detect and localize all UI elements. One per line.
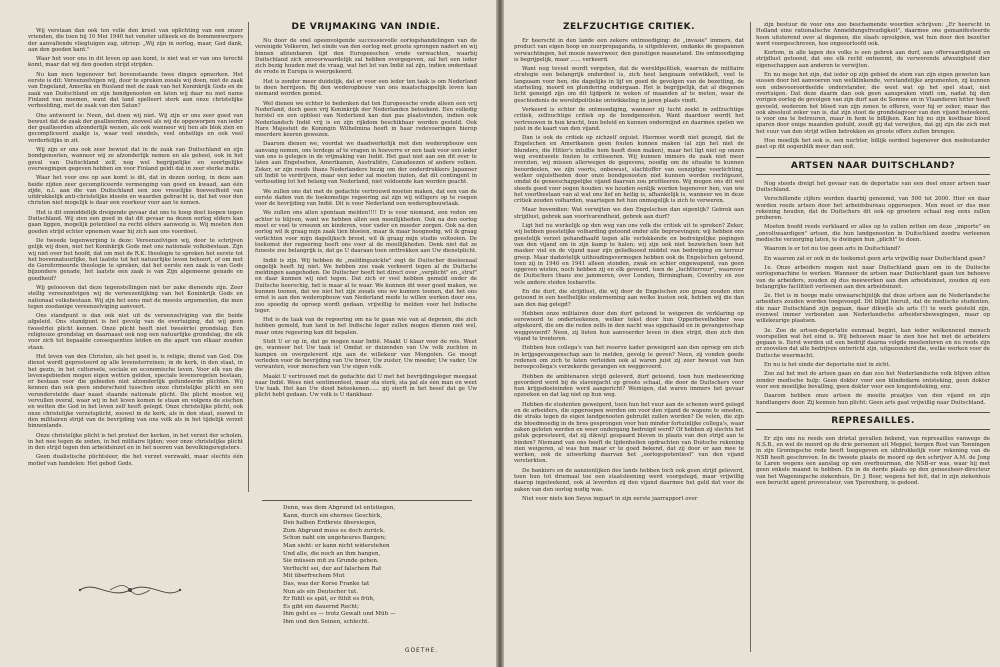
paragraph: Er zijn ons nu reeds een drietal gevallen bekend, van represailles vanwege de N.S.B., en wel de moord op de drie personen uit Meppel, bergen Rost van Tonningen in zijn Groningsche rede heeft toegegeven en uitdrukkelijk voor rekening van de NSB heeft geschreven. In de tweede plaats de moord op den schrijver A.M. de Jong te Laren wegens een aanslag op een overbuurman, die NSB-er was, waar hij met geen enkele maand te hebben. En in de derde plaats op den geneesheer-directeur van het Wageningsche ziekenhuis, Dr. J. Boer, wegens het feit, dat in zijn ziekenhuis een berucht agent provocateur, van Yperenburg, is gedood.	[756, 435, 990, 486]
poem-author: GOETHE.	[405, 648, 439, 654]
paragraph: Hebben onze militairen door den durf getoond te weigeren de verklaring op eerewoord te onderteekenen, welker tekst door hun Opperbevelhebber was afgekeurd, die om die reden zelfs in den nacht was opgehaald en in gevangenschap weggevoerd? Neen, zij lieten hun aanvoerder leven in dien strijd, dien zich den vijand te tronteren.	[514, 310, 744, 343]
article-headline-represailles: REPRESAILLES.	[831, 415, 915, 426]
paragraph: En die durf, die strijdlust, die wij door de Engelschen zoo graag zouden zien getoond in een heelhelijke onderneming aan welke kusten ook, hebben wij die dan aan den dag gelegd?	[514, 288, 744, 308]
paragraph: En waarom zal er ook in de toekomst geen arts vrijwillig naar Duitschland gaan?	[764, 255, 986, 262]
article-headline-vrijmaking: DE VRIJMAKING VAN INDIË.	[291, 22, 441, 32]
paragraph: We zullen ons dat met de gedachte vertrouwd moeten maken, dat een van de eerste daden van de toekomstige regeering zal zijn wij willigers op te roepen voor de bevrijding van Indië. Dit is voor Nederland een wederopbouwtaak.	[255, 188, 477, 208]
poem-line: Verflucht sei, der auf falschem Rat	[283, 565, 382, 572]
article-headline-critiek: ZELFZUCHTIGE CRITIEK.	[562, 22, 696, 32]
paragraph: Waar het voor ons op aan komt is dit, dat in dezen oorlog, in deze aan beide zijden zeer gecompliceerde vermenging van goed en kwaad, aan één zijde, n.l. aan die van Duitschland een zoo vreselijke hoeveelheid van uitdrukkelijk anti-christelijke ideeën en waarden gebracht is, dat het voor den christen niet mogelijk is daar een voorkeur voor aan te nemen.	[28, 175, 243, 207]
paragraph: Daarom dienen we, voordat we daadwerkelijk met den wederopbouw een aanvang nemen, ons terdege af te vragen in hoeverre er een taak voor een ieder van ons is gelegen in de vrijmaking van Indië. Het gaat niet aan om dit over te laten aan Engelsehen, Amerikanen, Australiërs, Canadeezen of andere volken. Zeker, er zijn reeds thans Nederlanders bezig om der onderdrukkers Japanner uit Indië te verdrijven, maar een ieder zal moeten inzien, dat dit contingent in verhouding tot het belang van Nederland, niet voldoende kan worden geacht.	[255, 141, 477, 186]
poem-line: Zum Abgrund muss es doch zurück.	[283, 527, 385, 534]
paragraph: Kortom, in alle lagen des volks is een gebrek aan durf, aan offervaardigheid en strijdlust getoond, dat ons elk recht ontneemt, de verwerende afwezigheid dier eigenschappen aan anderen te verwijten.	[756, 50, 990, 69]
paragraph: Waar het voor ons in dit leven op aan komt, is niet wat er van ons terecht komt, maar dat wij den goeden strijd strijden.	[28, 56, 243, 69]
poem-line: Er fühlt es spät, er fühlt es früh,	[283, 596, 375, 603]
paragraph: Nu door de snel opeenvolgende successievolle oorlogshandelingen van de verenigde Volkeren, het einde van den oorlog met groote sprongen nadert en wij binnen afzienbaren tijd den Europeeschen vrede verwachten, waarbij Duitschland zich onvoorwaardelijk zal hebben overgegeven, zal het een ieder zich bezig houden met de vraag, wat het lot van Indië zal zijn, indien onderdaad de vrede in Europa is weergekeerd.	[255, 38, 477, 76]
left-column-1	[28, 28, 243, 648]
poem-line: Schon naht ein ungeheures Bangen;	[283, 535, 387, 542]
paragraph: Onze christelijke plicht is het protest der kerken, in het verzet der scholen, in het nee tegen de zeden, in het militaire lijden; voor onze christelijke plicht in den strijd tegen den arbeidsinzet en in het nooren van bevolkingsregisters.	[28, 432, 243, 452]
left-page	[0, 0, 496, 667]
paragraph: Ons standpunt is dan ook niet uit de vereenzelviging van die beide afgeleid. Ons standpunt is het gevolg van de overtuiging, dat wij geen tweeërlei plicht kennen. Onze plicht heeft niet tweeërlei grondslag. Een religieuze grondslag en daarnaast ook nog een natuurlijke grondslag, die elk voor zich tot bepaalde consequenties leiden en die apart van elkaar zouden staan.	[28, 313, 243, 351]
paragraph: Hoe moeilijk het ook is, een nuchter, billijk oordeel tegenover den medestander past op dit oogenblik meer dan ooit.	[756, 138, 990, 151]
paragraph: 3e. Zoo de artsen-deportatie eenmaal begint, kan ieder welkennend mensch voorspellen wat het eind is. Wij behoeven maar te zien hoe het met de arbeiders gegaan is. Eerst werden uit een bedrijf daarna volgde meelenteren en nu reeds zijn er zoovelen dat alle bedrijven ontwricht zijn, uitgezonderd die, welke werken voor de Duitsche weermacht.	[756, 327, 990, 359]
paragraph: Stelt U er op in, dat ge mogen naar Indië. Maakt U klaar voor de reis. Weet ge, wanneer het Uw taak is! Omdat er duizenden van Uw volk zuchten in kampen en overgeleverd zijn aan de willekeur van Mongolen. Ge moogt verleden voor de bevrijding van Uw broer, Uw zuster, Uw moeder, Uw vader, Uw verwanten, voor menschen van Uw eigen volk.	[255, 339, 477, 371]
paragraph: Verschillende cijfers worden daarbij genoemd, van 500 tot 2000. Hier en daar worden reeds artsen door het arbeidsbureau opgeroepen. Men moet er dus mee rekening houden, dat de Duitschers dit ook op grootere schaal nog eens zullen proberen.	[756, 196, 990, 222]
paragraph: zijn bestuur de voor ons zoo beschamende woorden schrijven: „Er heerscht in Holland eine rationalische Anmeldungsfreudigkeit", daarmee ons gemanifesteerde hoon uitsterend over al degenen, die slaafs opvolgden, wat hun door den bezetter werd voorgeschreven, hoe ongeoorloofd ook.	[756, 22, 990, 47]
paragraph: De bankiers en de aanzienlijken des lands hebben toch ook geen strijd geleverd, toen hun tot driemaal toe een staatsleening werd voorgelegd, maar vrijwillig daarop ingeteekend, ook al leverden zij den vijand daarmee het geld dat voor de zaken van den oorlog nodig was.	[514, 467, 744, 493]
right-column-1	[514, 22, 744, 647]
poem-line: Und alle, die noch an ihm hangen,	[283, 550, 381, 557]
column-divider	[248, 22, 249, 492]
paragraph: Er heerscht in den lande een zekere ontmoediging: de „invasie" immers, dat product van eigen hoop en zuurpropaganda, is uitgebleven, ondanks de gespannen verwachtingen, het mooie nawerweer, den gunstigen maanstand. Die ontmoediging is begrijpelijk, maar ...... verkeerd.	[514, 38, 744, 63]
article-headline-artsen: ARTSEN NAAR DUITSCHLAND?	[790, 160, 956, 171]
paragraph: Daarom hebben onze artsen de moeite praatjes van den vijand en zijn handlangers door. Zij kennen hun plicht: Geen arts gaat vrijwillig naar Duitschland.	[756, 393, 990, 406]
paragraph: Maakt U vertrouwd met de gedachte dat U met het bevrijdingsleger meegaat naar Indië. Wees niet sentimenteel, maar sta sterk, sta pal als één man en weet Uw taak. Het kan Uw dood beteekenen...... gij sterft in het besef dat ge Uw plicht hebt gedaan. Uw volk is U dankbaar.	[255, 373, 477, 399]
paragraph: Het leven van den Christen, als het goed is, is religie, dienst van God. Die dienst wordt gepresteerd op alle levensterreinen; in de kerk, in den staat, in het gezin, in het cultureele, sociale en economische leven. Voor elk van die levensgebieden mogen eigen wetten gelden, speciale levensregelen bestaan, er bestaan voor die gebieden niet afzonderlijk gefundeerde plichten. Wij kennen dan ook geen onderscheid tusschen onze christelijke plicht en een veronderstelde daar naast staande nationale plicht. Die plicht moeten wij vervullen overal, waar wij in het leven komen te staan en volgens de eischen en wetten die God in het leven zelf heeft gelegd. Onze christelijke plicht, ook onze christelijke verzetsplicht, zoowel in de kerk, als in den staat, zoowel in den militairen strijd van de bevrijding van ons volk als in het tijdelijk verzet binnenlands.	[28, 353, 243, 430]
paragraph: Ligt het nu werkelijk op den weg van ons volk die critiek uit te spreken? Zeker, wij hebben geestelijke volharding getoond onder alle beproevingen; wij hebben ons geestelijk verzet gehandhaafd tegen alle verlokkende en bedreigelijke pogingen van den vijand om in zijn kamp te halen; wij zijn ook niet bezwichen toen het masker viel en de vijand naar zijn geliefkoosd middel van bedreiging en terreur greep. Maar dadzetelijk uithoudingsvermogen hebben ook de Engelschen getoond, toen zij in 1940 en 1941 alleen stonden, zwak en schier ongewapend, van geen opgeven wisten, noch hebben zij en elk geveerd, toen de „luchtterreur", waarover de Duitschers thans zoo jammeren, over Londen, Birmingham, Coventry en zoo vele andere steden losbarstte.	[514, 223, 744, 286]
poem-line: Kann, durch ein ehernes Geschick,	[283, 512, 383, 519]
paragraph: 2e. Het is in hooge mate onwaarschijnlijk dat deze artsen aan de Nederlandsche arbeiders zouden worden toegevoegd. Dit blijkt hieruit, dat de medische studenten, die naar Duitschland zijn gegaan, daar dikwijls als arts (!) te werk gesteld zijn, evenwel immer verbonden aan Nederlandsche arbeidersbewegingen, maar op willekeurige plaatsen.	[756, 293, 990, 325]
paragraph: Hebben hun collega's van het reserve kader geweigerd aan den oproep om zich in krijgsgevangenschap aan te melden, gevolg te geven? Neen, zij vonden goede redenen om zich te laten verleiden ook al waren juist zij zeer bewust van hun beroepcollega's verzekerde gevangen en weggevoerd.	[514, 345, 744, 371]
headline-box-artsen	[756, 157, 990, 175]
right-column-2	[756, 22, 990, 647]
poem-line: Den halben Erdkreis übersiegen,	[283, 520, 377, 527]
poem-line: Mit überfrechem Mut	[283, 573, 345, 580]
ornament-flourish	[70, 580, 190, 600]
paragraph: Want nog teveel wordt vergeten, dat de wereldpolitiek, waarvan de militaire strategie een belangrijk onderdeel is, zich heel langzaam ontwikkelt, veel te langzaam voor hen, die dagelijks in lijf en goed de gevolgen van de bezetting, de starheling, moord en plundering ondergaan. Het is begrijpelijk, dat al diegenen licht geneigd zijn om dit tijdperk in weken of maanden af te meten, waar de geschiedenis de wereldpolitieke ontwikkeling in jaren plaats vindt.	[514, 66, 744, 104]
column-divider	[750, 22, 751, 652]
poem-line: Ihm geht es — trotz Gewalt und Müh —	[283, 611, 396, 618]
poem-line: Man sieht: er kann nicht widerstehen	[283, 542, 390, 549]
paragraph: En nu moge het zijn, dat ieder op zijn gebied de stem van zijn eigen geweten kan sussen door het aanvoeren van welklinkende, verstandelijke argumenten, zij kunnen een onbevooroordeelde onderstander, die weet wat op het spel staat, niet overtuigen. Dat deze daarin dan ook geen aanspraken vindt om, nadat hij den vorigen oorlog de gevolgen van zijn durf aan de Somme en in Vlaanderen bitter heeft gevoeld, wederom het bloed van zijn zonen te offeren, voor hij er zeker, maar das ook absoluut zeker van is, dat zijn stoot de grondslagvoor van den vijand beteekent, is voor ons te betreuren, maar in hem te billijken. Kan hij nu zijn kostbaar bloed sparen door enige maanden geduld, zoudt gij dat verwijten, dat gij zijn die zich met het vuur van den strijd willen betrekken en groote offers zullen brengen.	[756, 72, 990, 135]
paragraph: Nu kan men tegenover het bovenstaande twee dingen opmerken. Het eerste is dit: Vereenzelvigen wij, door te spreken zooals wij doen, niet de zaak van Engeland, Amerika en Rusland met de zaak van het Koninkrijk Gods en de zaak van Duitschland en zijn bondgenooten en laten wij daar nu met name Finland van noemen, want dat land spelleert sterk aan onze christelijke verbeelding, met de zaak van den Satan?	[28, 71, 243, 110]
paragraph: Waarom is er tot nu toe geen arts in Duitschland?	[764, 246, 901, 253]
paragraph: Dan is ook de critiek op zichzelf onjuist. Hiermee wordt niet gezegd, dat de Engelschen en Amerikanen geen fouten kunnen maken (al zijn het niet de blunders, die Hitler's intuïtie hem heeft doen maken), maar het ligt niet op onzen weg eventueele fouten te critiseeren. Wij kunnen immers de zaak niet meer overzien, wij missen allerwegen de gegevens, noodig om de situatie te kunnen beoordeelen, we zijn voorts, onbewust, slachtoffer van eenzijdige voorlichting, welker onjuistheden door onze bondgenooten niet kunnen worden rechtgezet, omdat de geneeschappelijke vijand daarvan zou profiteeren. Wij mogen ons dit wel steeds goed voor oogen houden: we houden eenlijk worden tegenover hen, van wie het voortbestaan van al wat ons lief en heilig is, afhankelijk is, wanneer we in deze critiek zouden volharden, waartegen het hun onmogelijk is zich te verweren.	[514, 135, 744, 205]
right-page	[504, 0, 1000, 667]
paragraph: Wij verstaan dan ook ten volle den kreet van oplichting van een onzer vrienden, die toen bij 10 Mei 1940 het venster uitkeek en de bommenwerpers der aanvallende vliegtuigen zag, uitriep: „Wij zijn in oorlog, maar, God dank, aan den goeden kant."	[28, 28, 243, 53]
headline-box-represailles	[756, 412, 990, 430]
paragraph: Indië is zijn. Wij hebben de „meldingszickte" zegt de Duitscher doeleenaal ongelijk heeft hij niet. We hebben zoo vaak verkeerd tegen al de Duitsche meldingen aangehoden. De Duitscher heeft het direct over „verplicht" en „straf" en daar kunnen wij niet tegen. Dat zich er veel hebben gemeld onder de Duitsche heerschig, het is maar al te waar. We kunnen dit weer goed maken, we kunnen toonen, dat we niet het zijn zooals ons we kunnen toonen, dat het ons ernst is aan den wederopbouw van Nederland mede te willen werken door ons, zoo spoedig de oproep wordt gedaan, vrijwillig te melden voor het Indische leger.	[255, 257, 477, 314]
poem-line: Denn, was dem Abgrund ist entstiegen,	[283, 505, 396, 511]
paragraph: Hebben de studenten geweigerd, toen hun het vuur aan de schenen werd gelegd en de arbeiders, die opgeroepen werden om voor den vijand de wapens te smeden, die straks tegen de eigen landgenooten gebruikt zullen worden? De velen, die zijn die bloedmoedig in de bres gesprongen voor hun minder fortuinlijke collega's, waar zaken geloten werden en weer ondergang bedreigd werd? Of hebben zij slechts het geluk gepresteerd, dat zij dikwijl gespaard bleven in plaats van den strijd aan te binden? Niemand van ons heeft de lijdenheilen opdrachten van Duitsche rekening zien weigeren, al was hun maar er te goed bekend, dat zij door er aan mee te werken, ook de uitwerking daarvan het „oorlogspotentieel" van den vijand versterkten.	[514, 401, 744, 465]
poem-line: Ihm und den Seinen, schlecht.	[283, 618, 370, 625]
goethe-poem	[283, 505, 463, 627]
paragraph: Ons antwoord is: Neen, dat doen wij niet. Wij zijn er ons zeer goed van bewust dat de zaak der geallieerden, zooveel als wij de opgeworpen van ieder der geallieerden afzonderlijk wenen, als ook wanneer wij hen als blok zien en gecompliceerd zaakje is, waar veel onedels, veel onheiligs en ook veel verderfelijks in zit.	[28, 112, 243, 144]
paragraph: Verkeerd is echter de ontmoediging, wanneer zij lucht zoekt in zelfzuchtige critiek, zelfzuchtige critiek op de bondgenooten. Want daardoor wordt het vertrouwen in hun kracht, hun beleid en kunnen ondermijnd en daarmee spelen we juist in de kaart van den vijand.	[514, 106, 744, 132]
poem-line: Es gibt ein dauernd Recht;	[283, 603, 360, 610]
paragraph: Zoo zal het met de artsen gaan en dan zou het Nederlandsche volk blijven zitten zonder medische hulp: Geen dokter voor een blindedarm ontsteking, geen dokter voor een moeilijke bevalling, geen dokter voor een longontsteking, enz.	[756, 371, 990, 390]
paragraph: Niet voor niets kon Seyss inquart in zijn eerste jaarrapport over	[522, 495, 698, 502]
poem-line: Sie müssen mit zu Grunde gehen.	[283, 558, 379, 565]
poem-line: Das, was der Korse Franke tat	[283, 580, 370, 587]
paragraph: Het is zonder meer duidelijk, dat er voor een ieder ten taak is om Nederland te doen herrijzen. Bij den wederopbouw van ons maatschappelijk leven kan niemand worden gemist.	[255, 78, 477, 98]
paragraph: We zullen ons allen spontaan melden!!!! Er is voor niemand, een reden om achter te blijven, want we hebben allen een moeilijkheden. Ook na den oorlog moet er veel te vreezen en kinderen, voor vader en moeder zorgen. Ook na den oorlog wil ik graag mijn zaak tien bloeien, maar ik maar hoognodig, wil ik graag verlichten voor mijn dagelijksch brood, wil ik graag mijn studie voltooien. De toekomst der regeering heeft ons voor al de moeilijkheden. Denk niet dat ze funeste zou belangrijk is, dat ge U daaraan toen onttrekken aan Uw dienstplicht.	[255, 210, 477, 255]
paragraph: Wel dienen we echter te bedenken dat ten Europeesche vrede alleen een vrij Nederland, doch geen vrij Koninkrijk der Nederlanden beteekent. Een volledig herstel en een opbloei van Nederland kan dan pas plaatsvinden, indien ook Nederlandsch Indië vrij is en zijn rijkdom beschikbaar worden gesteld. Ook Hare Majesteit de Koningin Wilhelmina heeft in haar redevoeringen hierop meerdere keeren gewezen.	[255, 100, 477, 139]
paragraph: Nog steeds dreigt het gevaar van de deportatie van een deel onzer artsen naar Duitschland.	[756, 180, 990, 193]
paragraph: 1e. Onze arbeiders mogen niet naar Duitschland gaan om in de Duitsche oorlogsmachine te werken. Wanneer de artsen naar Duitschland gaan ten behoeve van de arbeiders, zouden zij dus meewerken aan den arbeidsinzet, zouden zij een belangrijke facilitteit verleenen aan den arbeidsinzet.	[756, 264, 990, 290]
paragraph: Het is dit onmiddellijk dreigende gevaar dat ons te hoop doet loopen tegen Duitschland. Wij zien een goed in dat dit gevaar na dezen oorlog elders kan gaan liggen, mogelijk potentieel na recht elders aanwezig is. Wij moeten den goeden strijd echter opnemen waar hij zich aan ons voordoet.	[28, 209, 243, 235]
poem-top-rule	[262, 500, 472, 501]
paragraph: Het is de taak van de regeering om na te gaan wie van al degenen, die zich hebben gemeld, hun land in het Indische leger zullen mogen dienen niet wel, maar onze regeering kan dit bepalen.	[255, 317, 477, 336]
paragraph: Geen dualistische plichtsleer, die het verzet verzwakt, maar slechts één motief van handelen: Het gebod Gods.	[28, 454, 243, 467]
paragraph: Wij zijn er ons ook zeer bewust dat in de zaak van Duitschland en zijn bondgenooten, wanneer wij ze afzonderlijk nemen en als geheel, ook in het geval van Duitschland zelf, nog wel begrijpelijke en soortgelijke overwegingen gegeven hebben en voor Finland geldt dat in zeer sterke mate.	[28, 147, 243, 172]
paragraph: Hebben de ambtenaren strijd geleverd, durf getoond, toen hun medewerking gevorderd werd bij de slavenjacht op groote schaal, die door de Duitschers voor hun krijgsdoeleinden werd aangericht? Weinigen, dat waren immers het gevaar opzoeken en dat lag niet op hun weg.	[514, 373, 744, 399]
paragraph: Moeten hoofd reeds verklaard er alles op te zullen zetten om deze „importe" en „onvoltwaardigen" artsen, die hun landgenooten in Duitschland zoodra verleenen medische verzorging laten, te dwingen hun „plicht" te doen.	[756, 224, 990, 244]
paragraph: De tweede tegenwerping is deze: Vereenzelvigen wij, door te schrijven gelijk wij doen, niet het Koninkrijk Gods met ons nationale volksbestaan. Zijn wij niet over het hoofd, dat om met de R.K. theologie te spreken het eerste tot het bovennatuurlijke, het laatste tot het natuurlijke leven behoort, of om met de Gereformeerde theologie te spreken, dat het eerste een zaak is van Gods bijzondere genade, het laatste een zaak is van Zijn algemeene genade en goedheid?	[28, 237, 243, 282]
paragraph: En nu is het einde der deportatie niet in zicht.	[764, 362, 891, 369]
book-gutter	[496, 0, 504, 667]
paragraph: Wij geloooven dat deze tegenstellingen niet ter zake dienende zijn. Zeer stellig vereenzelvigen wij de verwezenlijking van het Koninkrijk Gods en nationaal volksbestaan. Wij zijn het eens met de meeste argumenten, die men tegen zoodanige vereenzelviging aanvoert.	[28, 284, 243, 310]
paragraph: Maar bovendien: Wat verwijten we den Engelschen dan eigenlijk? Gebrek aan strijdlust, gebrek aan voortvarendheid, gebrek aan durf?	[514, 207, 744, 220]
poem-line: Nun als ein Deutscher tut.	[283, 588, 359, 595]
